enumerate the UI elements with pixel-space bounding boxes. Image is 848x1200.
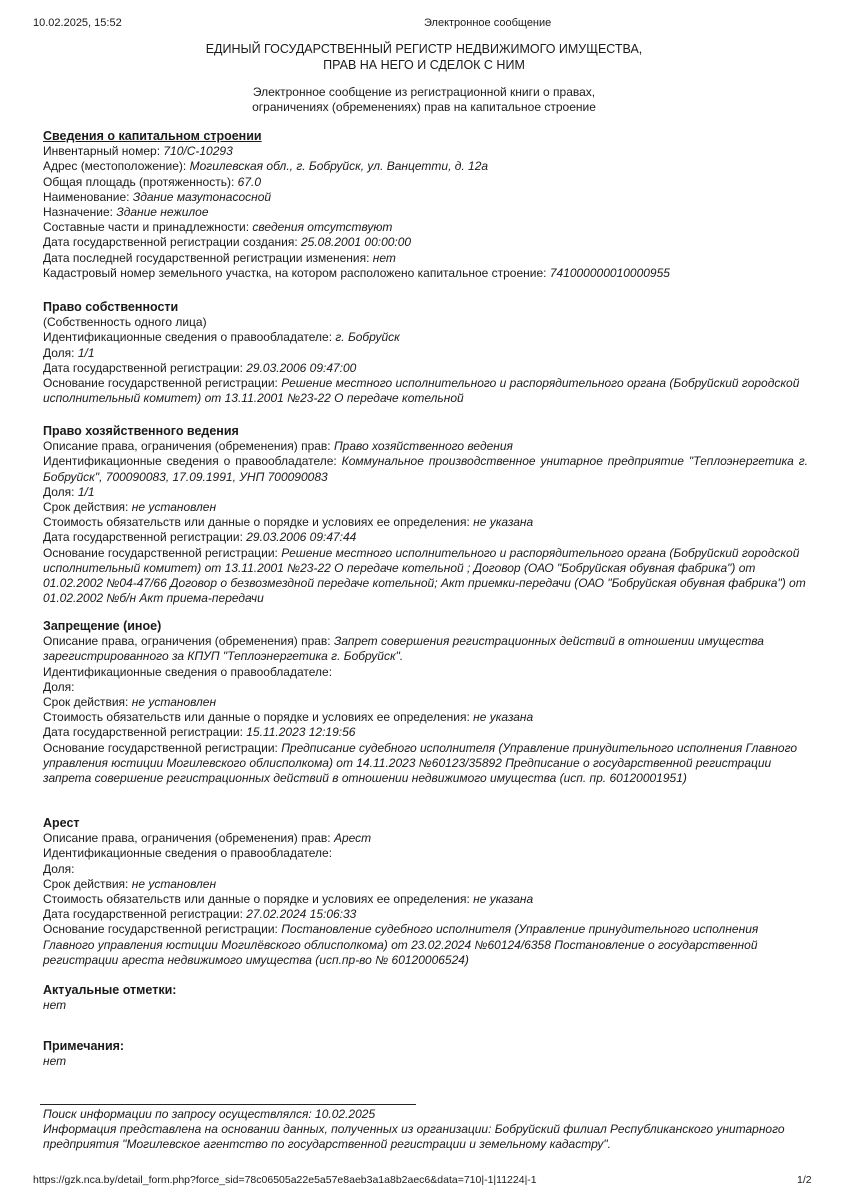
arrest-basis-value: Постановление судебного исполнителя (Управление принудительного исполнения Главного управления юстиции Могилёвского облисполкома) от 23.02.2024 №60124/6358 Постановление о государственной регистрации ареста недвижимого имущества (исп.пр-во № 60120006524): [43, 922, 759, 967]
prohibition-holder-label: Идентификационные сведения о правообладателе:: [43, 664, 333, 679]
arrest-heading: Арест: [43, 816, 80, 830]
ownership-share-label: Доля:: [43, 345, 78, 360]
name-value: Здание мазутонасосной: [132, 189, 272, 204]
name-label: Наименование:: [43, 189, 133, 204]
prohibition-basis-label: Основание государственной регистрации:: [43, 740, 282, 755]
arrest-basis-label: Основание государственной регистрации:: [43, 922, 282, 937]
economic-cost-value: не указана: [473, 515, 534, 530]
ownership-share-row: [43, 346, 808, 361]
search-info: Поиск информации по запросу осуществлялся: 10.02.2025: [43, 1107, 376, 1121]
creation-date-row: [43, 235, 808, 250]
document-type: Электронное сообщение: [424, 17, 552, 29]
parts-value: сведения отсутствуют: [252, 220, 393, 235]
ownership-holder-row: [43, 330, 808, 345]
arrest-desc-value: Арест: [333, 831, 372, 846]
ownership-section: [43, 300, 808, 406]
arrest-desc-label: Описание права, ограничения (обременения) прав:: [43, 831, 334, 846]
economic-desc-row: [43, 439, 808, 454]
footer-separator: [40, 1104, 416, 1105]
page-number: 1/2: [797, 1174, 812, 1186]
economic-share-label: Доля:: [43, 484, 78, 499]
message-subtitle: [0, 85, 848, 115]
ownership-reg-date-label: Дата государственной регистрации:: [43, 360, 247, 375]
register-title-line1: ЕДИНЫЙ ГОСУДАРСТВЕННЫЙ РЕГИСТР НЕДВИЖИМОГО ИМУЩЕСТВА,: [205, 42, 643, 56]
economic-desc-value: Право хозяйственного ведения: [333, 439, 513, 454]
actual-marks-value: нет: [43, 998, 67, 1013]
economic-cost-label: Стоимость обязательств или данные о порядке и условиях ее определения:: [43, 515, 474, 530]
economic-desc-label: Описание права, ограничения (обременения) прав:: [43, 439, 334, 454]
prohibition-desc-value: Запрет совершения регистрационных действий в отношении имущества зарегистрированного за КПУП "Теплоэнергетика г. Бобруйск".: [43, 634, 764, 664]
prohibition-basis-value: Предписание судебного исполнителя (Управление принудительного исполнения Главного управления юстиции Могилевского облисполкома) от 14.11.2023 №60123/35892 Предписание о государственной регистрации запрета совершение регистрационных действий в отношении недвижимого имущества (исп. пр. 60120001951): [43, 740, 798, 786]
prohibition-reg-date-value: 15.11.2023 12:19:56: [246, 725, 356, 740]
ownership-basis-value: Решение местного исполнительного и распорядительного органа (Бобруйский городской исполнительный комитет) от 13.11.2001 №23-22 О передаче котельной: [43, 376, 800, 406]
notes-section: [43, 1039, 808, 1069]
arrest-section: [43, 816, 808, 968]
notes-heading: Примечания:: [43, 1039, 125, 1053]
name-row: [43, 190, 808, 205]
arrest-basis-row: [43, 922, 808, 968]
area-value: 67.0: [237, 174, 262, 189]
prohibition-reg-date-label: Дата государственной регистрации:: [43, 725, 247, 740]
economic-term-value: не установлен: [131, 500, 217, 515]
inventory-number-row: [43, 144, 808, 159]
purpose-row: [43, 205, 808, 220]
prohibition-term-row: [43, 695, 808, 710]
change-date-row: [43, 251, 808, 266]
ownership-basis-label: Основание государственной регистрации:: [43, 376, 282, 391]
page-url: https://gzk.nca.by/detail_form.php?force_sid=78c06505a22e5a57e8aeb3a1a8b2aec6&data=710|-1|11224|-1: [33, 1174, 537, 1186]
actual-marks-heading: Актуальные отметки:: [43, 983, 177, 997]
arrest-cost-row: [43, 892, 808, 907]
economic-holder-label: Идентификационные сведения о правообладателе:: [43, 454, 342, 469]
economic-share-row: [43, 485, 808, 500]
economic-holder-value: Коммунальное производственное унитарное предприятие "Теплоэнергетика г. Бобруйск", 700090083, 17.09.1991, УНП 700090083: [43, 454, 808, 484]
creation-date-value: 25.08.2001 00:00:00: [301, 235, 412, 250]
economic-basis-row: [43, 546, 808, 607]
economic-basis-value: Решение местного исполнительного и распорядительного органа (Бобруйский городской исполнительный комитет) от 13.11.2001 №23-22 О передаче котельной ; Договор (ОАО "Бобруйская обувная фабрика") от 01.02.2002 №04-47/66 Договор о безвозмездной передаче котельной; Акт приемки-передачи (ОАО "Бобруйская обувная фабрика") от 01.02.2002 №б/н Акт приема-передачи: [43, 545, 806, 606]
address-row: [43, 159, 808, 174]
ownership-share-value: 1/1: [77, 345, 95, 360]
ownership-type: (Собственность одного лица): [43, 315, 207, 330]
notes-value: нет: [43, 1054, 67, 1069]
change-date-label: Дата последней государственной регистрации изменения:: [43, 250, 373, 265]
message-subtitle-line1: Электронное сообщение из регистрационной книги о правах,: [252, 85, 596, 99]
prohibition-share-label: Доля:: [43, 679, 75, 694]
prohibition-basis-row: [43, 741, 808, 787]
inventory-number-value: 710/C-10293: [163, 144, 233, 159]
purpose-value: Здание нежилое: [116, 205, 209, 220]
economic-right-section: [43, 424, 808, 606]
prohibition-desc-row: [43, 634, 808, 664]
arrest-cost-label: Стоимость обязательств или данные о порядке и условиях ее определения:: [43, 892, 474, 907]
economic-right-heading: Право хозяйственного ведения: [43, 424, 239, 438]
prohibition-cost-row: [43, 710, 808, 725]
ownership-basis-row: [43, 376, 808, 406]
prohibition-cost-value: не указана: [473, 710, 534, 725]
prohibition-section: [43, 619, 808, 786]
arrest-share-label: Доля:: [43, 861, 75, 876]
arrest-holder-label: Идентификационные сведения о правообладателе:: [43, 846, 333, 861]
arrest-term-value: не установлен: [131, 876, 217, 891]
print-datetime: 10.02.2025, 15:52: [33, 17, 122, 29]
arrest-reg-date-label: Дата государственной регистрации:: [43, 907, 247, 922]
economic-reg-date-label: Дата государственной регистрации:: [43, 530, 247, 545]
cadastral-label: Кадастровый номер земельного участка, на котором расположено капитальное строение:: [43, 265, 550, 280]
cadastral-value: 741000000010000955: [549, 265, 670, 280]
ownership-heading: Право собственности: [43, 300, 179, 314]
economic-cost-row: [43, 515, 808, 530]
prohibition-heading: Запрещение (иное): [43, 619, 162, 633]
parts-label: Составные части и принадлежности:: [43, 220, 253, 235]
prohibition-desc-label: Описание права, ограничения (обременения) прав:: [43, 634, 334, 649]
creation-date-label: Дата государственной регистрации создания:: [43, 235, 301, 250]
economic-reg-date-value: 29.03.2006 09:47:44: [246, 530, 357, 545]
footer-info: [43, 1107, 808, 1153]
arrest-reg-date-value: 27.02.2024 15:06:33: [246, 907, 357, 922]
building-heading: Сведения о капитальном строении: [43, 129, 262, 143]
economic-reg-date-row: [43, 530, 808, 545]
arrest-cost-value: не указана: [473, 892, 534, 907]
area-row: [43, 175, 808, 190]
economic-term-label: Срок действия:: [43, 500, 132, 515]
arrest-desc-row: [43, 831, 808, 846]
ownership-reg-date-row: [43, 361, 808, 376]
economic-share-value: 1/1: [77, 484, 95, 499]
building-section: [43, 129, 808, 281]
register-title: [0, 41, 848, 73]
inventory-number-label: Инвентарный номер:: [43, 144, 164, 159]
register-title-line2: ПРАВ НА НЕГО И СДЕЛОК С НИМ: [323, 58, 525, 72]
ownership-holder-value: г. Бобруйск: [335, 330, 400, 345]
prohibition-reg-date-row: [43, 725, 808, 740]
actual-marks-section: [43, 983, 808, 1013]
address-value: Могилевская обл., г. Бобруйск, ул. Ванцетти, д. 12а: [189, 159, 489, 174]
area-label: Общая площадь (протяженность):: [43, 174, 238, 189]
source-info: Информация представлена на основании данных, полученных из организации: Бобруйский филиал Республиканского унитарного предприятия "Могилевское агентство по государственной регистрации и земельному кадастру".: [43, 1122, 785, 1152]
economic-term-row: [43, 500, 808, 515]
prohibition-term-value: не установлен: [131, 695, 217, 710]
message-subtitle-line2: ограничениях (обременениях) прав на капитальное строение: [252, 100, 596, 114]
purpose-label: Назначение:: [43, 205, 117, 220]
economic-basis-label: Основание государственной регистрации:: [43, 545, 282, 560]
address-label: Адрес (местоположение):: [43, 159, 190, 174]
change-date-value: нет: [372, 250, 396, 265]
economic-holder-row: [43, 454, 808, 484]
ownership-holder-label: Идентификационные сведения о правообладателе:: [43, 330, 336, 345]
cadastral-row: [43, 266, 808, 281]
arrest-reg-date-row: [43, 907, 808, 922]
prohibition-cost-label: Стоимость обязательств или данные о порядке и условиях ее определения:: [43, 710, 474, 725]
ownership-reg-date-value: 29.03.2006 09:47:00: [246, 360, 357, 375]
parts-row: [43, 220, 808, 235]
prohibition-term-label: Срок действия:: [43, 695, 132, 710]
arrest-term-row: [43, 877, 808, 892]
arrest-term-label: Срок действия:: [43, 876, 132, 891]
